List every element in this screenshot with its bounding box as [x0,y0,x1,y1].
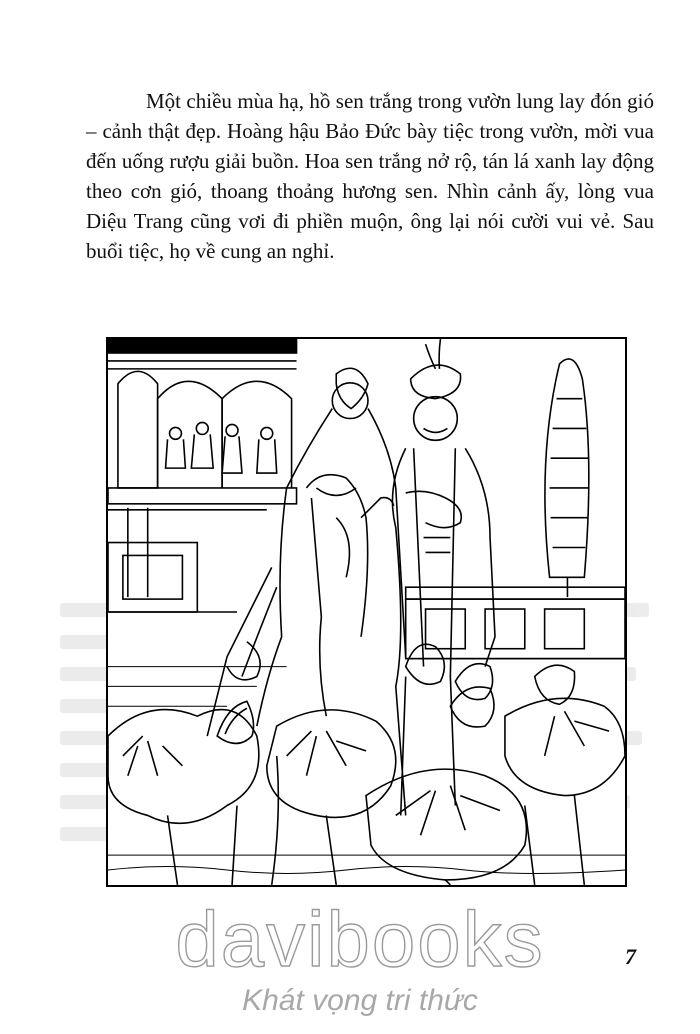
watermark-slogan: Khát vọng tri thức [242,984,478,1017]
stems-water-icon [108,756,625,885]
page-number: 7 [625,944,636,969]
story-text [86,86,654,266]
queen-figure-icon [207,368,405,736]
pavilion-icon [108,339,297,597]
story-paragraph: Một chiều mùa hạ, hồ sen trắng trong vườn lung lay đón gió – cảnh thật đẹp. Hoàng hậu Bảo Đức bày tiệc trong vườn, mời vua đến uống rượu giải buồn. Hoa sen trắng nở rộ, tán lá xanh lay động theo cơn gió, thoang thoảng hương sen. Nhìn cảnh ấy, lòng vua Diệu Trang cũng vơi đi phiền muộn, ông lại nói cười vui vẻ. Sau buổi tiệc, họ về cung an nghỉ. [86,89,654,263]
watermark [150,890,570,1030]
lotus-garden-illustration-icon [106,337,627,887]
floor-tiles-icon [108,667,287,707]
lotus-leaves-icon [108,698,625,880]
watermark-brand: davibooks [175,895,545,983]
cypress-tree-icon [545,359,589,597]
king-figure-icon [392,339,495,815]
